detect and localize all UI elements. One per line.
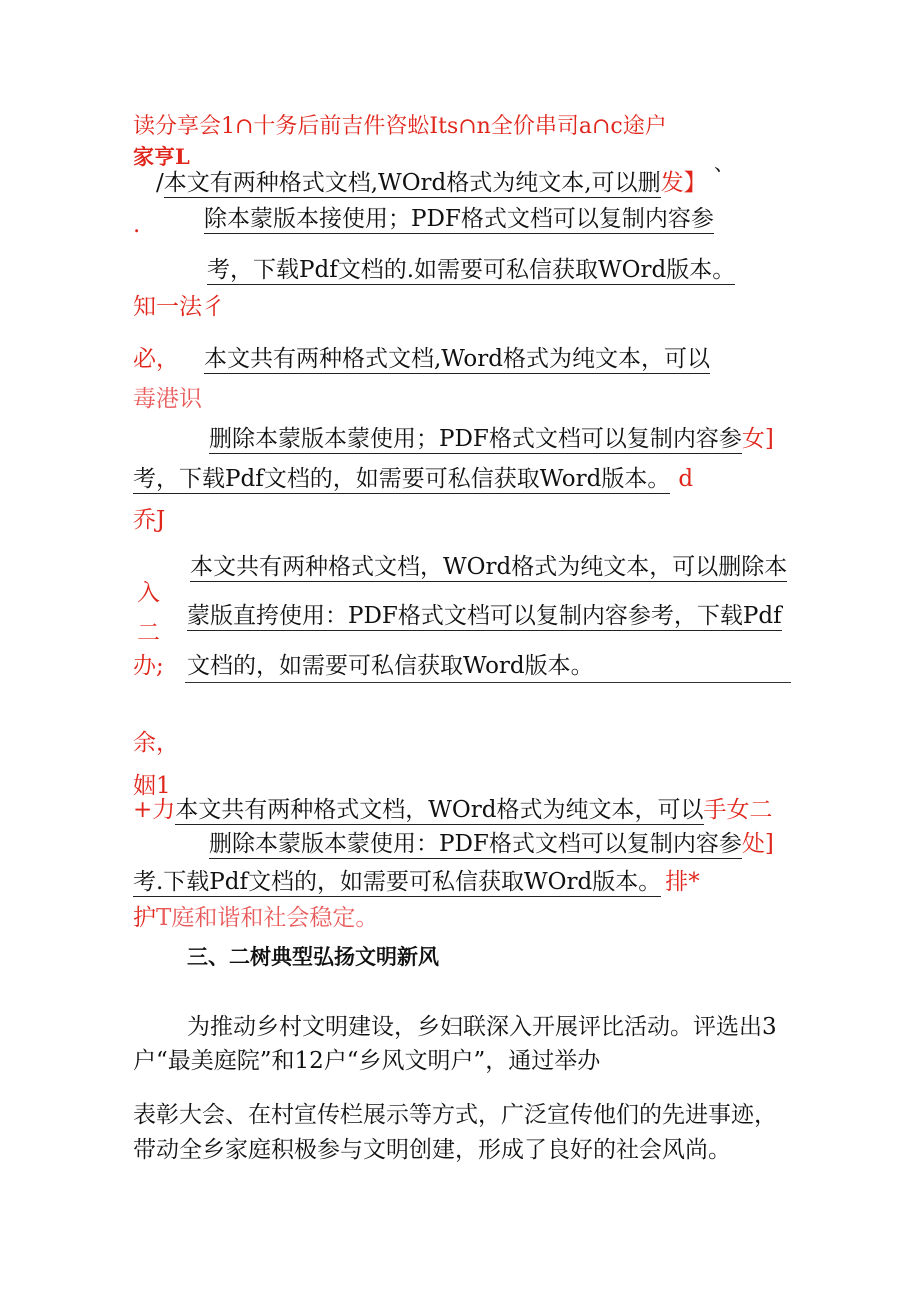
section-para-line-3: 表彰大会、在村宣传栏展示等方式，广泛宣传他们的先进事迹， — [133, 1102, 777, 1128]
block3-line-1 — [190, 552, 787, 582]
block1-line-2-text: 除本蒙版本接使用；PDF格式文档可以复制内容参 — [204, 206, 714, 232]
block3-line-2 — [187, 601, 782, 631]
margin-note-2b: 姻1 — [133, 773, 171, 799]
block4-line-3-text: 考.下载Pdf文档的，如需要可私信获取WOrd版本。 — [133, 869, 662, 895]
block2-margin-b: 毒港识 — [133, 386, 202, 412]
block1-line-3 — [207, 255, 735, 285]
block2-margin-c: 乔J — [133, 507, 166, 533]
block4-line-2-text: 删除本蒙版本蒙使用：PDF格式文档可以复制内容参 — [209, 831, 742, 857]
block1-line-1 — [156, 168, 707, 198]
header-line-2: 家亨L — [133, 144, 190, 169]
block4-line-1 — [133, 795, 773, 825]
header-line-1-text: 读分享会1∩十务后前吉件咨蚣Its∩n全价串司a∩c途户 — [133, 114, 667, 139]
section-para-line-1: 为推动乡村文明建设，乡妇联深入开展评比活动。评选出3 — [187, 1014, 777, 1040]
block4-line-1-text: 本文共有两种格式文档，WOrd格式为纯文本，可以 — [175, 797, 704, 823]
block1-line-1-text: 本文有两种格式文档,WOrd格式为纯文本,可以删 — [163, 170, 661, 196]
block2-line-2 — [209, 424, 774, 454]
block3-line-3-text: 文档的，如需要可私信获取Word版本。 — [187, 653, 594, 679]
block1-line-1-red: 发】 — [660, 170, 707, 196]
block2-line-3-red: d — [678, 466, 694, 492]
block3-margin-a: 入 — [137, 580, 160, 606]
block4-line-4-pink: T庭和谐和社会稳定。 — [156, 905, 379, 931]
block2-line-2-red: 女] — [741, 426, 774, 452]
block1-dot: . — [133, 212, 141, 238]
section-para-line-4: 带动全乡家庭积极参与文明创建，形成了良好的社会风尚。 — [133, 1137, 731, 1163]
block4-line-4 — [133, 903, 378, 933]
block2-line-1 — [204, 344, 710, 374]
block3-rule — [185, 682, 791, 683]
block3-margin-c: 办; — [133, 653, 164, 679]
block1-line-3-text: 考，下载Pdf文档的.如需要可私信获取WOrd版本。 — [207, 257, 736, 283]
block3-line-3 — [187, 651, 594, 681]
block4-line-2-red: 处] — [741, 831, 774, 857]
block2-line-2-text: 删除本蒙版本蒙使用；PDF格式文档可以复制内容参 — [209, 426, 742, 452]
block3-line-2-text: 蒙版直挎使用：PDF格式文档可以复制内容参考，下载Pdf — [187, 603, 782, 629]
block4-line-4-red: 护 — [133, 905, 156, 931]
block1-line-2 — [204, 204, 714, 234]
block3-margin-b: 二 — [137, 620, 160, 646]
section-heading: 三、二树典型弘扬文明新风 — [187, 945, 439, 969]
block4-line-1-red: 手女二 — [703, 797, 773, 823]
block3-line-1-text: 本文共有两种格式文档，WOrd格式为纯文本，可以删除本 — [190, 554, 788, 580]
margin-note-1: 知一法彳 — [133, 294, 225, 320]
block2-margin-a: 必， — [133, 346, 179, 372]
block4-line-3-red: 排* — [665, 869, 700, 895]
section-para-line-2: 户“最美庭院”和12户“乡风文明户”，通过举办 — [133, 1048, 601, 1074]
block4-line-3 — [133, 867, 700, 897]
block2-line-3 — [133, 464, 693, 494]
margin-note-2a: 余， — [133, 730, 179, 756]
header-mark: 、 — [714, 151, 734, 175]
block2-line-1-text: 本文共有两种格式文档,Word格式为纯文本，可以 — [204, 346, 710, 372]
header-line-1 — [133, 112, 667, 142]
block4-line-2 — [209, 829, 774, 859]
block4-prefix: +力 — [133, 797, 176, 823]
block1-prefix: / — [156, 170, 164, 196]
block2-line-3-text: 考，下载Pdf文档的，如需要可私信获取Word版本。 — [133, 466, 671, 492]
